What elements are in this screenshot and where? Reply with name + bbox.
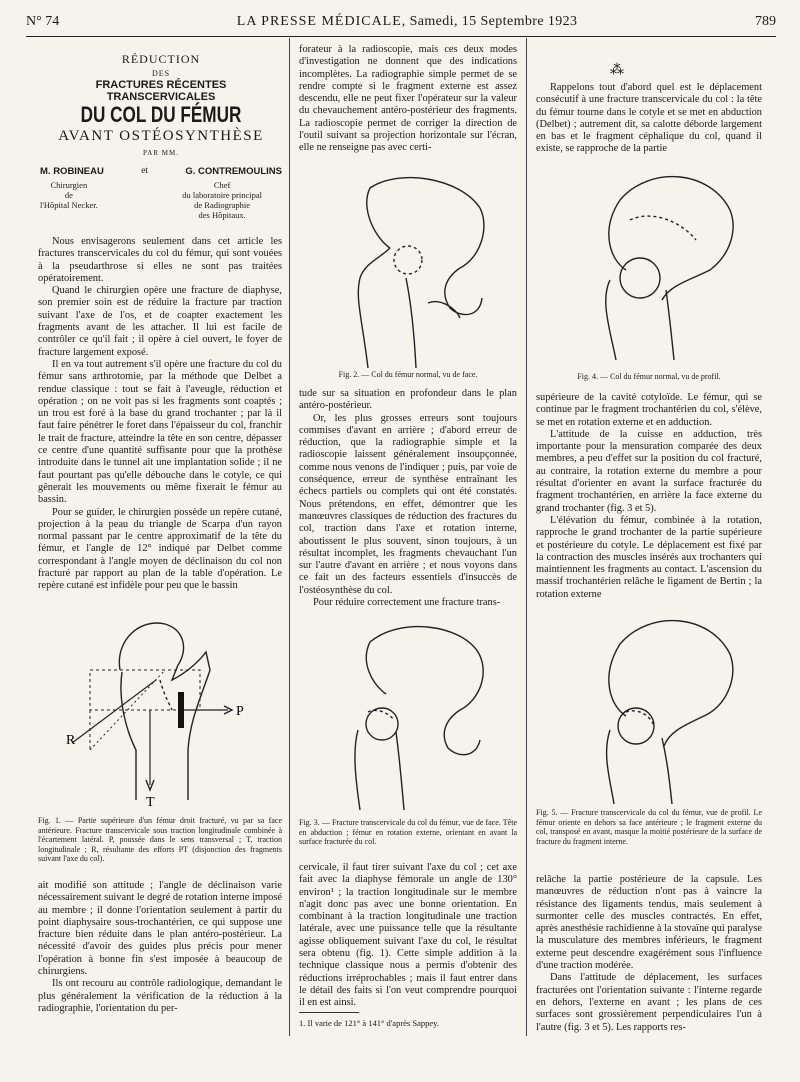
caption-fig-1: Fig. 1. — Partie supérieure d'un fémur droit fracturé, vu par sa face antérieure. Fracture transcervicale sous traction longitudinale combinée à l'écartement latéral. P, poussée dans le sens transversal ; T, traction longitudinale ; R, résultante des efforts PT (disjonction des fragments suivant l'axe du col).	[38, 816, 282, 864]
title-line: DU COL DU FÉMUR	[80, 102, 242, 127]
section-break-stars: ⁂	[610, 63, 624, 78]
aff-line: Chirurgien	[50, 180, 88, 190]
paragraph: relâche la partie postérieure de la capsule. Les manœuvres de réduction n'ont pas à vaincre la résistance des ligaments tendus, mais seulement à surmonter celle des muscles contractés. En effet, après anesthésie rachidienne à la stovaïne qui paralyse la musculature des membres inférieurs, le fragment externe peut descendre exagérément sous l'influence d'une traction modérée.	[536, 874, 762, 972]
pressure-pad	[178, 692, 184, 728]
journal-name: LA PRESSE MÉDICALE	[236, 14, 402, 29]
footnote: 1. Il varie de 121° à 141° d'après Sappey.	[299, 1018, 439, 1028]
paragraph: L'élévation du fémur, combinée à la rotation, rapproche le grand trochanter de la partie supérieure et postérieure du cotyle. Le déplacement est fixé par la contraction des muscles insérés aux trochanters qui maintiennent les fragments au contact. L'ascension du massif trochantérien relâche le ligament de Bertin ; la rotation externe	[536, 514, 762, 600]
figure-2-normal-femur-front	[330, 168, 490, 368]
aff-line: Chef	[213, 180, 231, 190]
paragraph: supérieure de la cavité cotyloïde. Le fémur, qui se continue par le fragment trochantérien du col, s'élève, se met en rotation externe et en adduction.	[536, 392, 762, 428]
title-line: AVANT OSTÉOSYNTHÈSE	[58, 128, 264, 144]
page-number: 789	[755, 14, 776, 29]
title-line: FRACTURES RÉCENTES TRANSCERVICALES	[95, 79, 227, 103]
column-2-text-top	[299, 44, 517, 155]
figure-4-normal-femur-profile	[570, 160, 740, 360]
paragraph: forateur à la radioscopie, mais ces deux modes d'investigation ne donnent que des indications incomplètes. La radiographie simple permet de se rendre compte si le fragment externe est assez descendu, elle ne peut fixer l'opérateur sur la valeur du chevauchement antéro-postérieur des fragments. La radioscopie permet de corriger la direction de l'outil suivant sa projection horizontale sur l'écran, elle ne renseigne pas avec certi-	[299, 44, 517, 154]
column-3-text-top	[536, 82, 762, 156]
aff-line: du laboratoire principal	[182, 190, 262, 200]
paragraph: Quand le chirurgien opère une fracture de diaphyse, son premier soin est de réduire la fracture par traction suivant l'axe de l'os, et de coapter exactement les fragments avant de les attacher. Il lui est facile de contrôler ce qu'il fait ; il opère à ciel ouvert, le foyer de fracture largement exposé.	[38, 285, 282, 358]
aff-line: des Hôpitaux.	[198, 210, 246, 220]
column-2-text-bottom	[299, 862, 517, 1010]
paragraph: Pour se guider, le chirurgien possède un repère cutané, projection à la peau du triangle de Scarpa d'un rayon normal passant par le centre approximatif de la tête du fémur, et l'angle de 12° indiqué par Delbet comme correspondant à l'angle moyen de déclinaison du col non fracturé par rapport au plan de la table d'opération. Le repère cutané est infidèle pour peu que le bassin	[38, 506, 282, 592]
article-title	[40, 52, 282, 157]
paragraph: Dans l'attitude de déplacement, les surfaces fracturées ont l'orientation suivante : l'interne regarde en dehors, l'externe en avant ; les plans de ces surfaces sont grossièrement perpendiculaires l'un à l'autre (fig. 3 et 5). Les rapports res-	[536, 972, 762, 1033]
page-header	[26, 14, 776, 36]
caption-fig-3: Fig. 3. — Fracture transcervicale du col du fémur, vue de face. Tête en abduction ; fémur en rotation externe, orientant en avant la surface fracturée du col.	[299, 818, 517, 847]
title-line: RÉDUCTION	[121, 52, 201, 66]
paragraph: Rappelons tout d'abord quel est le déplacement consécutif à une fracture transcervicale du col : la tête du fémur tourne dans le cotyle et se met en abduction (Delbet) ; autrement dit, sa calotte déborde largement en bas et le fragment céphalique du col, quand il existe, se rapproche de la partie	[536, 82, 762, 155]
paragraph: L'attitude de la cuisse en adduction, très importante pour la mensuration comparée des deux membres, a peu d'effet sur la position du col fracturé, au contraire, la rotation externe du membre a pour résultat d'orienter en avant la surface fracturée du fragment trochantérien, en arrière la face externe du grand trochanter (fig. 3 et 5).	[536, 428, 762, 514]
column-3-text-bottom	[536, 874, 762, 1034]
title-by: PAR MM.	[143, 149, 179, 157]
figure-1-fractured-femur	[60, 610, 270, 808]
column-1-text	[38, 236, 282, 593]
column-1-continued	[38, 880, 282, 1015]
header-rule	[26, 36, 776, 37]
paragraph: tude sur sa situation en profondeur dans le plan antéro-postérieur.	[299, 388, 517, 412]
column-2-text-mid	[299, 388, 517, 609]
caption-fig-5: Fig. 5. — Fracture transcervicale du col du fémur, vue de profil. Le fémur oriente en dehors sa face antérieure ; le fragment externe du col, transposé en avant, masque la moitié postérieure de la surface de fracture du fragment interne.	[536, 808, 762, 846]
authors	[40, 166, 282, 220]
paragraph: Ils ont recouru au contrôle radiologique, demandant le plus généralement la vérification de la réduction à la radiographie, l'orientation du per-	[38, 978, 282, 1014]
author-2: G. CONTREMOULINS	[185, 166, 282, 177]
paragraph: ait modifié son attitude ; l'angle de déclinaison varie nécessairement suivant le degré de rotation interne imposé au membre ; il donne l'orientation seulement à partir du point diaphysaire sous-trochantérien, ce qui suppose une fracture bien réduite dans le plan antéro-postérieur. La nécessité d'avoir des guides plus précis pour mener l'opération à bonne fin s'est imposée à beaucoup de chirurgiens.	[38, 880, 282, 978]
author-1: M. ROBINEAU	[40, 166, 104, 177]
title-line: DES	[151, 69, 171, 78]
label-r: R	[66, 733, 76, 748]
column-divider	[526, 38, 527, 1036]
affiliation-1	[40, 180, 98, 220]
label-p: P	[236, 704, 244, 719]
column-divider	[289, 38, 290, 1036]
paragraph: Il en va tout autrement s'il opère une fracture du col du fémur sans arthrotomie, par la méthode que Delbet a rendue classique : tout se fait à l'aveugle, réduction et opération ; on ne voit pas si les fragments sont coaptés ; un trou est foré à la base du grand trochanter ; par là il faut faire pénétrer le foret dans l'épaisseur du col, franchir le trait de fracture, atteindre la tête en son centre, dépasser ce centre d'une quantité suffisante pour que la prothèse introduite dans le tunnel ait une implantation solide ; il ne faut pourtant pas qu'elle débouche dans le cotyle, ce qui gênerait les mouvements ou même fixerait le fémur au bassin.	[38, 358, 282, 506]
paragraph: Nous envisagerons seulement dans cet article les fractures transcervicales du col du fémur, qui sont vouées à la pseudarthrose si elles ne sont pas traitées opératoirement.	[38, 236, 282, 284]
aff-line: de	[64, 190, 73, 200]
caption-fig-4: Fig. 4. — Col du fémur normal, vu de profil.	[577, 372, 721, 381]
author-conjunction: et	[141, 166, 149, 176]
journal-masthead	[237, 14, 578, 30]
affiliation-2	[182, 180, 262, 220]
footnote-rule	[299, 1012, 359, 1013]
paragraph: Or, les plus grosses erreurs sont toujours commises d'avant en arrière ; d'abord erreur de réduction, que la radiographie simple et la radioscopie laissent généralement insoupçonnée, comme nous venons de l'indiquer ; puis, par voie de conséquence, erreur de synthèse entraînant les échecs partiels ou complets qui ont été constatés. Nous prétendons, en effet, démontrer que les manœuvres classiques de réduction des fractures du col, traction dans l'axe et rotation interne, aboutissent le plus souvent, sinon toujours, à un résultat incomplet, les fragments chevauchant l'un sur l'autre d'avant en arrière ; et nous voyons dans ce fait un des facteurs essentiels d'insuccès de l'ostéosynthèse du col.	[299, 412, 517, 596]
caption-fig-2: Fig. 2. — Col du fémur normal, vu de face.	[338, 370, 478, 379]
aff-line: l'Hôpital Necker.	[40, 200, 98, 210]
issue-date: , Samedi, 15 Septembre 1923	[401, 14, 578, 29]
column-3-text-mid	[536, 392, 762, 601]
figure-5-fracture-profile	[570, 604, 740, 804]
paragraph: Pour réduire correctement une fracture trans-	[313, 597, 501, 609]
figure-3-fracture-front	[330, 612, 490, 812]
issue-number: N° 74	[26, 14, 60, 29]
paragraph: cervicale, il faut tirer suivant l'axe du col ; cet axe fait avec la diaphyse fémorale un angle de 130° environ¹ ; la traction longitudinale sur le membre n'agit donc pas avec une bonne orientation. En combinant à la traction longitudinale une traction latérale, avec une puissance telle que la résultante agisse obliquement suivant l'axe du col, le résultat sera obtenu (fig. 1). Cette simple addition à la technique classique nous a permis d'obtenir des réductions irréprochables ; mais il faut entrer dans le détail des faits si l'on veut comprendre pourquoi il en est ainsi.	[299, 862, 517, 1009]
aff-line: de Radiographie	[194, 200, 251, 210]
label-t: T	[146, 795, 155, 808]
